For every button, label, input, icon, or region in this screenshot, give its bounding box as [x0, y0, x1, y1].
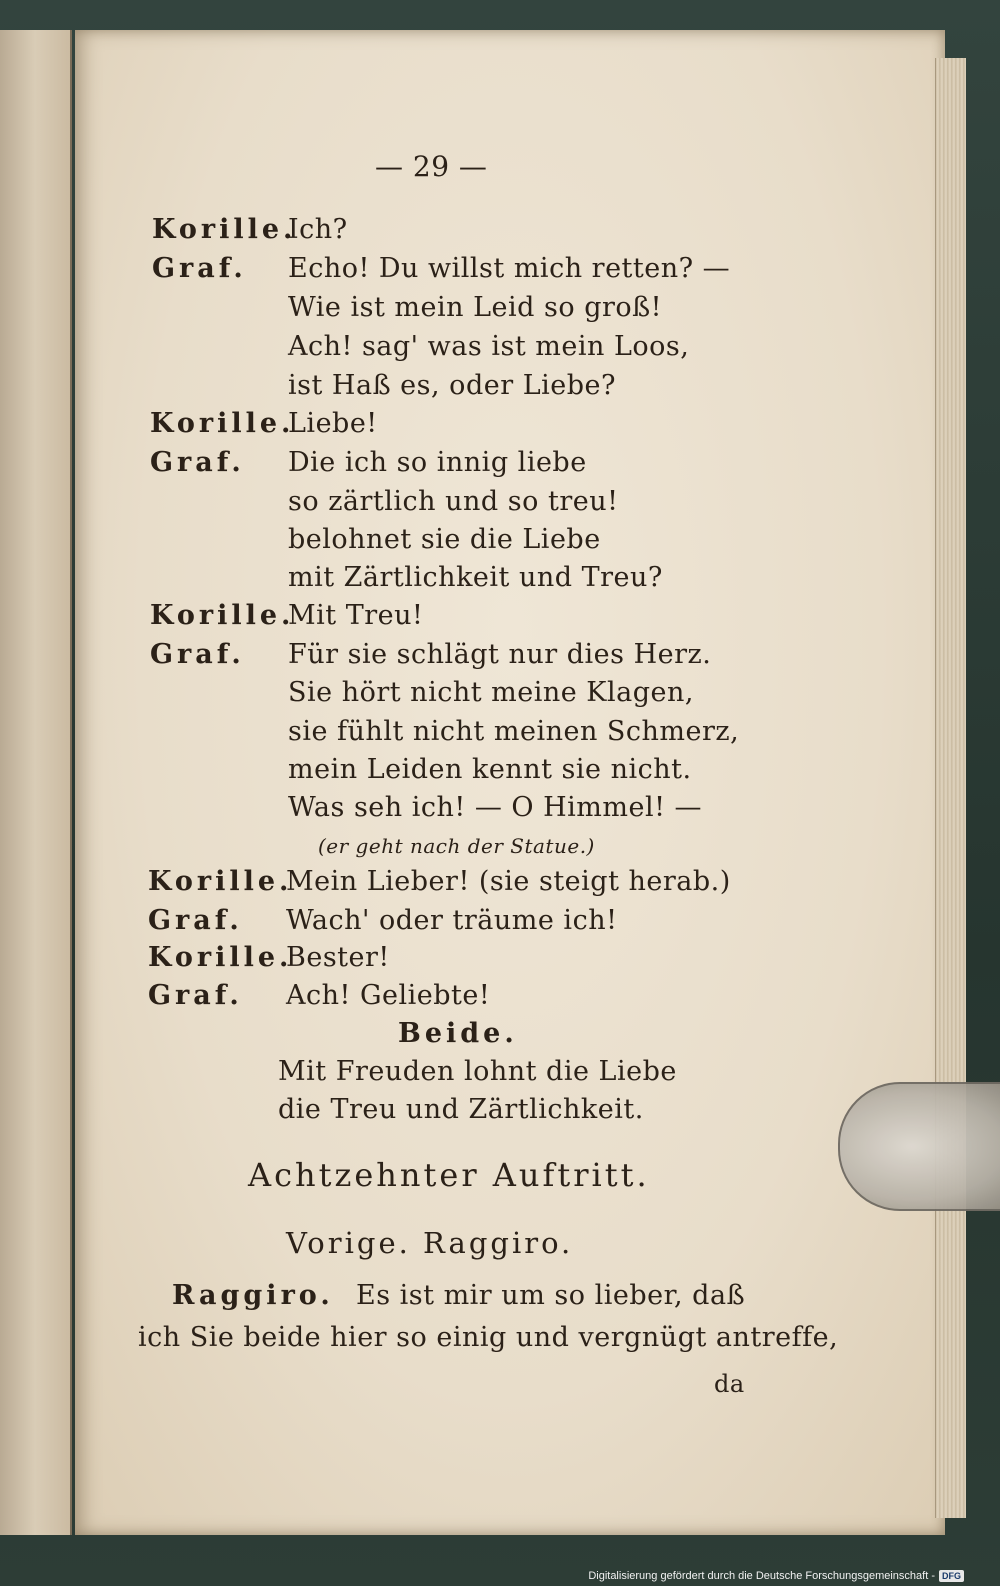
verse-line: Sie hört nicht meine Klagen,	[288, 677, 694, 708]
speaker: Graf.	[150, 447, 245, 478]
stage-direction: (er geht nach der Statue.)	[318, 834, 595, 858]
verse-line: Mein Lieber! (sie steigt herab.)	[286, 866, 731, 897]
page-number: — 29 —	[375, 150, 488, 183]
dfg-logo: DFG	[939, 1570, 964, 1582]
verse-line: Für sie schlägt nur dies Herz.	[288, 639, 712, 670]
verse-line: Mit Freuden lohnt die Liebe	[278, 1056, 677, 1087]
verse-line: Ach! sag' was ist mein Loos,	[288, 331, 690, 362]
verse-line: mein Leiden kennt sie nicht.	[288, 754, 692, 785]
verse-line: Liebe!	[288, 408, 378, 439]
verse-line: Echo! Du willst mich retten? —	[288, 253, 731, 284]
verse-line: die Treu und Zärtlichkeit.	[278, 1094, 644, 1125]
speaker: Korille.	[152, 214, 297, 245]
verse-line: Ach! Geliebte!	[286, 980, 491, 1011]
prose-line: ich Sie beide hier so einig und vergnügt antreffe,	[138, 1322, 839, 1353]
speaker: Raggiro.	[172, 1280, 334, 1311]
scene-cast: Vorige. Raggiro.	[286, 1226, 574, 1260]
verse-line: sie fühlt nicht meinen Schmerz,	[288, 716, 740, 747]
verse-line: ist Haß es, oder Liebe?	[288, 370, 616, 401]
speaker: Graf.	[150, 639, 245, 670]
prose-line: Es ist mir um so lieber, daß	[356, 1280, 746, 1311]
speaker: Graf.	[148, 905, 243, 936]
footer-text: Digitalisierung gefördert durch die Deutsche Forschungsgemeinschaft -	[588, 1570, 935, 1582]
catchword: da	[714, 1370, 745, 1398]
verse-line: Was seh ich! — O Himmel! —	[288, 792, 703, 823]
speaker: Korille.	[150, 600, 295, 631]
verse-line: mit Zärtlichkeit und Treu?	[288, 562, 663, 593]
verse-line: Die ich so innig liebe	[288, 447, 587, 478]
speaker: Korille.	[150, 408, 295, 439]
verse-line: Bester!	[286, 942, 390, 973]
speaker: Graf.	[148, 980, 243, 1011]
verse-line: so zärtlich und so treu!	[288, 486, 619, 517]
verse-line: Wach' oder träume ich!	[286, 905, 618, 936]
footer	[588, 1570, 964, 1582]
scene-heading: Achtzehnter Auftritt.	[248, 1156, 650, 1194]
verse-line: Wie ist mein Leid so groß!	[288, 292, 663, 323]
thumb	[838, 1082, 1000, 1211]
verse-line: Ich?	[288, 214, 348, 245]
speaker: Graf.	[152, 253, 247, 284]
speaker: Korille.	[148, 942, 293, 973]
speaker-both: Beide.	[398, 1018, 518, 1049]
verse-line: belohnet sie die Liebe	[288, 524, 601, 555]
speaker: Korille.	[148, 866, 293, 897]
verse-line: Mit Treu!	[288, 600, 424, 631]
